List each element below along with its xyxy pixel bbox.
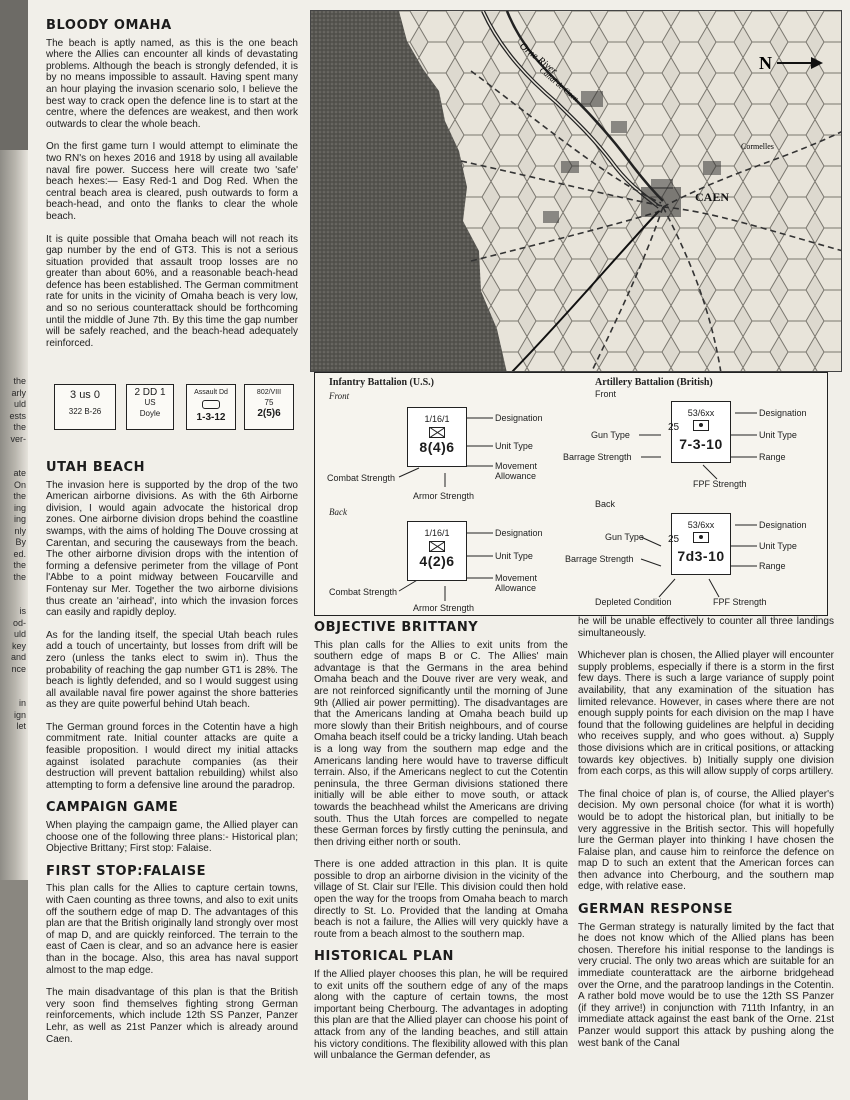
counter-mid: 75 <box>264 398 274 407</box>
label-armor-strength: Armor Strength <box>413 491 475 501</box>
paragraph: As for the landing itself, the special Utah beach rules add a touch of uncertainty, but losses from drift will be zero (unless the tanks elect to swim in). Thus the probability of reaching the gap number GT1 is 28%. The beach is lightly defended, and so I would suggest using all available naval fire power against the shore batteries as they are quite powerful behind Utah beach. <box>46 629 298 711</box>
paragraph: This plan calls for the Allies to exit units from the southern edge of maps B or C. The Allies' main advantage is that the Germans in the area behind Omaha beach and the Douve river are very weak, and are not reinforced significantly until the morning of June 9th (Allied air power permitting). The disadvantages are that the Americans landing at Omaha beach build up more slowly than their British neighbours, and of course Omaha beach itself could be a tricky landing. Utah beach is a long way from the southern map edge and the Americans landing here would have to traverse difficult terrain. Also, if the Americans neglect to cut the Cotentin peninsula, the three German divisions stationed there initially will be able either to move south, or attack towards the beachhead whilst the Americans are driving south. Thus the Utah forces are compelled to negate these German forces by firstly cutting the peninsula, and then driving either north or south. <box>314 639 568 848</box>
strength-value: 8(4)6 <box>419 439 455 455</box>
map-label-canal: Canal de Caen <box>537 65 581 104</box>
margin-fragment: the <box>13 491 26 501</box>
paragraph: It is quite possible that Omaha beach will not reach its gap number by the end of GT3. This is not a serious situation provided that assault troop losses are no greater than about 60%, and a reasonable beach-head defence has been established. The German commitment rate for units in the vicinity of Omaha beach is very low, and so no serious counterattack should be forthcoming until the middle of June 7th. By this time the gap number will be safely reached, and the beach-head adequately reinforced. <box>46 233 298 349</box>
label-designation: Designation <box>495 528 543 538</box>
designation-value: 1/16/1 <box>424 528 450 538</box>
artillery-back-counter <box>668 513 731 575</box>
margin-fragment: ed. <box>13 548 26 559</box>
margin-fragment: the <box>13 422 26 432</box>
counter-top: 3 us 0 <box>70 389 100 401</box>
margin-fragment: the <box>13 376 26 386</box>
label-movement: Movement Allowance <box>495 461 538 481</box>
left-column-lower <box>46 460 298 1056</box>
section-heading: OBJECTIVE BRITTANY <box>314 620 479 635</box>
margin-fragment: ate <box>13 468 26 478</box>
label-fpf: FPF Strength <box>693 479 747 489</box>
infantry-symbol-icon <box>429 427 445 438</box>
section-heading: FIRST STOP:FALAISE <box>46 863 207 879</box>
game-map-image <box>310 10 842 372</box>
counter-bottom: 322 B-26 <box>68 407 102 416</box>
paragraph: The main disadvantage of this plan is that the British very soon find themselves fighting strong German reinforcements, which include 12th SS Panzer, Panzer Lehr, as well as 21st Panzer which is already around Caen. <box>46 987 298 1045</box>
label-barrage: Barrage Strength <box>565 554 634 564</box>
middle-column <box>314 620 568 1073</box>
counter-aircraft <box>54 384 116 430</box>
margin-fragment <box>2 687 26 699</box>
label-gun-type: Gun Type <box>591 430 630 440</box>
paragraph: There is one added attraction in this plan. It is quite possible to drop an airborne division in the vicinity of the village of St. Clair sur l'Elle. This division could then hold open the way for the troops from Omaha beach to march directly to St. Lo. Provided that the landing at Omaha beach is not a failure, the Allies will very quickly have a route from a beach almost to the southern map. <box>314 859 568 940</box>
strength-value: 4(2)6 <box>419 553 455 569</box>
counter-assault <box>186 384 236 430</box>
paragraph: The German ground forces in the Cotentin have a high commitment rate. Initial counter attacks are quite a feasible proposition. I would direct my initial attacks against isolated parachute companies (as their destruction will prevent battalion rebuilding) whilst also attempting to form a defensive line around the paradrop. <box>46 721 298 791</box>
section-heading: CAMPAIGN GAME <box>46 800 179 816</box>
section-heading: HISTORICAL PLAN <box>314 949 455 965</box>
bloody-omaha-section <box>46 18 298 360</box>
infantry-title: Infantry Battalion (U.S.) <box>329 377 435 388</box>
margin-fragment: arly <box>11 387 26 398</box>
infantry-symbol-icon <box>429 541 445 552</box>
front-label: Front <box>329 391 350 401</box>
margin-fragment <box>2 675 26 687</box>
label-depleted: Depleted Condition <box>595 597 672 607</box>
label-fpf: FPF Strength <box>713 597 767 607</box>
margin-fragment <box>2 595 26 607</box>
gun-row <box>668 420 730 436</box>
margin-fragment: ing <box>13 502 26 513</box>
label-unit-type: Unit Type <box>495 441 533 451</box>
strength-value: 7d3-10 <box>677 548 725 564</box>
margin-fragment: let <box>16 721 26 731</box>
tank-symbol-icon <box>202 400 220 409</box>
margin-fragment: and <box>10 652 26 662</box>
right-column <box>578 616 834 1060</box>
margin-fragment: ing <box>13 514 26 524</box>
map-label-orne: Orne River <box>517 40 560 77</box>
counter-top: 802/VIII <box>256 389 282 396</box>
paragraph: The final choice of plan is, of course, the Allied player's decision. My own personal choice (for what it is worth) would be to adopt the historical plan, but initially to be very aggressive in the British sector. This will hopefully lure the German player into thinking I have chosen the Falaise plan, and cause him to reinforce the defence on map D to such an extent that the American forces can then advance into Cherbourg, and the southern map edge, with relative ease. <box>578 788 834 893</box>
margin-fragment: On <box>13 479 26 490</box>
section-heading: BLOODY OMAHA <box>46 18 172 33</box>
back-label: Back <box>329 507 347 517</box>
gun-type-value: 25 <box>668 422 680 433</box>
margin-fragment: in <box>18 698 26 708</box>
infantry-front-counter <box>407 407 467 467</box>
designation-value: 1/16/1 <box>424 414 450 424</box>
label-combat-strength: Combat Strength <box>327 473 396 483</box>
designation-value: 53/6xx <box>687 520 715 530</box>
counter-artillery <box>244 384 294 430</box>
margin-fragment: nly <box>14 525 26 536</box>
artillery-front-counter <box>668 401 731 463</box>
counter-bottom: Doyle <box>139 409 161 418</box>
label-unit-type: Unit Type <box>495 551 533 561</box>
artillery-title: Artillery Battalion (British) <box>595 377 713 388</box>
label-designation: Designation <box>759 520 807 530</box>
paragraph: The invasion here is supported by the drop of the two American airborne divisions. As with the 6th Airborne division, I would again advocate the historical drop zones. One airborne division drops behind the coastline swamps, with the aims of holding The Douve crossing at Carentan, and securing the causeways from the beach. The other airborne division drops with the intention of forming a defensive perimeter from the village of Pont l'Abbe to a point midway between Foucarville and Fontenay sur Mer. Together the two airborne divisions thus create an 'airhead', into which the invasion forces can easily and rapidly deploy. <box>46 479 298 619</box>
map-label-cormelles: Cormelles <box>741 142 774 151</box>
front-label-art: Front <box>595 389 617 399</box>
artillery-symbol-icon <box>693 532 709 543</box>
map-label-caen: CAEN <box>695 190 730 204</box>
counter-legend <box>314 372 828 616</box>
margin-fragment: ver- <box>10 433 26 444</box>
paragraph: When playing the campaign game, the Allied player can choose one of the following three plans:- Historical plan; Objective Brittany; First stop: Falaise. <box>46 820 298 855</box>
margin-fragment: the <box>13 571 26 582</box>
section-heading: GERMAN RESPONSE <box>578 902 733 918</box>
infantry-back-counter <box>407 521 467 581</box>
label-gun-type: Gun Type <box>605 532 644 542</box>
back-label-art: Back <box>595 499 616 509</box>
margin-fragment: By <box>15 537 26 547</box>
margin-fragment <box>2 583 26 595</box>
margin-fragments <box>2 376 26 733</box>
adjacent-photo-lower <box>0 880 28 1100</box>
margin-fragment: key <box>11 640 26 651</box>
counter-dd-tank <box>126 384 174 430</box>
margin-fragment: uld <box>13 629 26 639</box>
gun-row <box>668 532 730 548</box>
artillery-symbol-icon <box>693 420 709 431</box>
counter-examples <box>46 384 298 444</box>
label-unit-type: Unit Type <box>759 541 797 551</box>
margin-fragment: the <box>13 560 26 570</box>
label-barrage: Barrage Strength <box>563 452 632 462</box>
label-range: Range <box>759 561 786 571</box>
counter-top: Assault Dd <box>194 389 228 396</box>
margin-fragment: od- <box>12 617 26 628</box>
paragraph: This plan calls for the Allies to capture certain towns, with Caen counting as three towns, and also to exit units off the southern edge of map D. The advantages of this plan are that the British originally land strongly over most of map D, and are quickly reinforced. The terrain to the east of Caen is clear, and so an advance here is easier than in the bocage. Also, this area has naval support almost to the map edge. <box>46 883 298 976</box>
counter-mid: US <box>144 398 156 407</box>
label-armor-strength: Armor Strength <box>413 603 475 613</box>
paragraph: On the first game turn I would attempt to eliminate the two RN's on hexes 2016 and 1918 by using all available naval fire power. Success here will create two 'safe' beach hexes:— Easy Red-1 and Dog Red. When the central beach area is cleared, push outwards to form a beach-head, and onto the flanks to clear the whole beach. <box>46 141 298 222</box>
section-heading: UTAH BEACH <box>46 460 146 475</box>
gun-type-value: 25 <box>668 534 680 545</box>
counter-bottom: 2(5)6 <box>257 408 281 419</box>
label-designation: Designation <box>759 408 807 418</box>
counter-top: 2 DD 1 <box>134 387 166 398</box>
label-combat-strength: Combat Strength <box>329 587 398 597</box>
label-unit-type: Unit Type <box>759 430 797 440</box>
strength-value: 7-3-10 <box>679 436 723 452</box>
margin-fragment: ign <box>13 709 26 720</box>
paragraph: he will be unable effectively to counter all three landings simultaneously. <box>578 616 834 639</box>
label-designation: Designation <box>495 413 543 423</box>
paragraph: The beach is aptly named, as this is the one beach where the Allies can encounter all kinds of devastating problems. Although the beach is strongly defended, it is by no means impossible to assault. Having spent many an hour playing the invasion scenario solo, I believe the best way to crack open the defence line is to start at the centre, where the defences are weakest, and then work outwards to clear the whole beach. <box>46 37 298 130</box>
margin-fragment: uld <box>13 399 26 409</box>
counter-bottom: 1-3-12 <box>196 412 226 423</box>
margin-fragment <box>2 457 26 469</box>
paragraph: If the Allied player chooses this plan, he will be required to exit units off the southern edge of any of the maps along with the capture of certain towns, the most important being Cherbourg. The advantages in adopting this plan are that the Allied player can choose his point of attack from any of the landing beaches, and still attain his victory conditions. The flexibility allowed with this plan will unbalance the German defender, as <box>314 969 568 1062</box>
adjacent-photo <box>0 0 28 150</box>
margin-fragment: is <box>19 606 26 616</box>
margin-fragment: nce <box>11 663 26 674</box>
designation-value: 53/6xx <box>687 408 715 418</box>
margin-fragment: ests <box>9 410 26 421</box>
legend-arrows <box>315 373 829 617</box>
paragraph: Whichever plan is chosen, the Allied player will encounter supply problems, especially if there is a storm in the first few days. There is such a large variance of supply point availability, that any examination of the situation has limited relevance. However, in cases where there are not enough supply points for each division on the map I have found that the following guidelines are helpful in deciding who receives supply, and who goes without. a) Supply those divisions which are in critical positions, or attacking towards key objectives. b) Initially supply one division from each corps, as this will allow supply of corps artillery. <box>578 650 834 778</box>
label-movement: Movement Allowance <box>495 573 538 593</box>
paragraph: The German strategy is naturally limited by the fact that he does not know which of the Allied plans has been chosen. Therefore his initial response to the landings is very crucial. The only two areas which are suitable for an immediate counterattack are the airborne bridgehead over the Orne, and the paratroop landings in the Cotentin. A rather bold move would be to use the 12th SS Panzer (if they arrive!) in conjunction with 711th Infantry, in an immediate attack against the east bank of the Orne. 21st Panzer would support this attack by pushing along the west bank of the Canal <box>578 921 834 1049</box>
north-label: N <box>759 53 772 73</box>
label-range: Range <box>759 452 786 462</box>
adjacent-page-strip <box>0 0 28 1100</box>
margin-fragment <box>2 445 26 457</box>
